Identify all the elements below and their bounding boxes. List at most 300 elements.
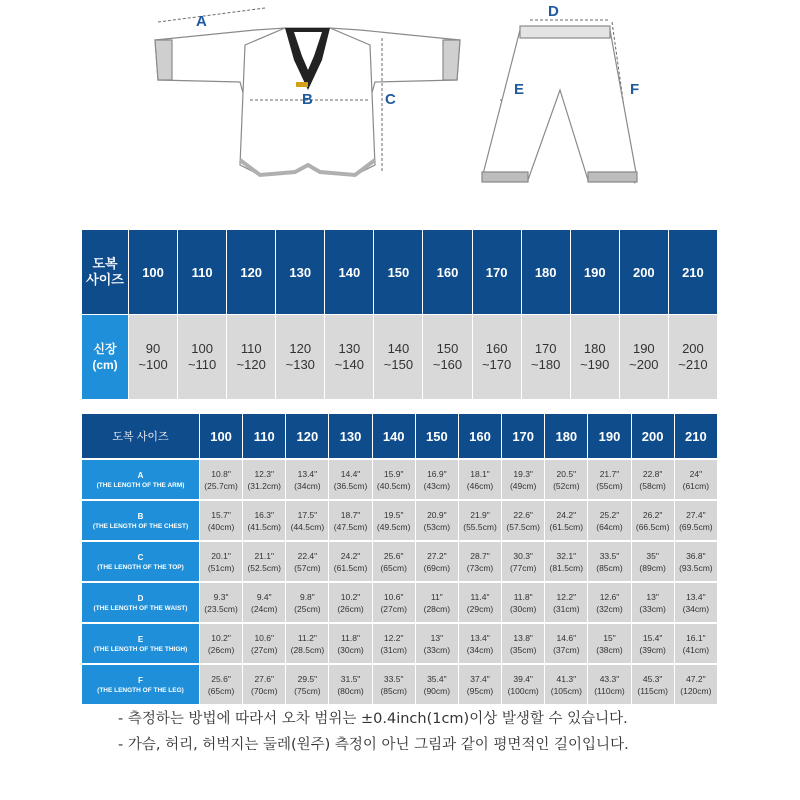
- measurement-cell: [459, 663, 502, 704]
- measurement-cell: [200, 499, 243, 540]
- measurement-cell: [632, 581, 675, 622]
- measurement-cm: (28cm): [423, 603, 451, 614]
- measurement-cm: (110cm): [594, 685, 625, 696]
- measurement-cm: (75cm): [294, 685, 321, 696]
- measurement-inches: 11": [430, 591, 443, 602]
- size-cell: 160: [423, 230, 472, 314]
- measurement-inches: 33.5": [599, 550, 620, 561]
- measurement-cell: [243, 540, 286, 581]
- measurement-cm: (61.5cm): [333, 562, 368, 573]
- measurement-cm: (30cm): [337, 644, 364, 655]
- measurement-inches: 13.8": [513, 632, 533, 643]
- measurement-inches: 12.3": [254, 468, 275, 479]
- measurement-cm: (81.5cm): [549, 562, 584, 573]
- measurement-cell: [373, 540, 416, 581]
- measurement-inches: 29.5": [297, 673, 318, 684]
- measurement-cm: (70cm): [251, 685, 278, 696]
- measurement-inches: 24": [689, 468, 703, 479]
- measurement-cell: [373, 581, 416, 622]
- measurement-letter: B: [137, 511, 144, 521]
- measurement-inches: 15.4": [642, 632, 663, 643]
- measurement-inches: 39.4": [513, 673, 533, 684]
- height-to: ~190: [580, 357, 610, 372]
- measurement-inches: 20.9": [427, 509, 447, 520]
- size-cell: 170: [473, 230, 522, 314]
- measurement-cell: [200, 458, 243, 499]
- measurement-cm: (57cm): [294, 562, 321, 573]
- measurement-cm: (33cm): [423, 644, 451, 655]
- measurement-cm: (90cm): [423, 685, 451, 696]
- measurement-letter: C: [137, 552, 144, 562]
- size-header: [82, 230, 129, 314]
- label-a: A: [196, 13, 207, 30]
- measurement-row: [82, 540, 718, 581]
- measurement-inches: 16.9": [427, 468, 447, 479]
- measurement-inches: 45.3": [642, 673, 663, 684]
- measurement-inches: 21.1": [254, 550, 275, 561]
- measurement-corner-label: 도복 사이즈: [82, 414, 200, 458]
- measurement-inches: 41.3": [556, 673, 577, 684]
- measurement-inches: 10.2": [340, 591, 361, 602]
- measurement-cell: [286, 622, 329, 663]
- height-from: 120: [289, 341, 312, 356]
- note-line: - 측정하는 방법에 따라서 오차 범위는 ±0.4inch(1cm)이상 발생할 수 있습니다.: [118, 711, 628, 727]
- measurement-cell: [329, 581, 372, 622]
- measurement-inches: 11.2": [297, 632, 317, 643]
- size-cell: 120: [227, 230, 276, 314]
- height-cell: [571, 314, 620, 399]
- measurement-cm: (85cm): [380, 685, 407, 696]
- measurement-cm: (41.5cm): [247, 521, 281, 532]
- measurement-cm: (115cm): [637, 685, 668, 696]
- height-header: [82, 314, 129, 399]
- size-cell: 210: [669, 230, 718, 314]
- measurement-inches: 28.7": [470, 550, 490, 561]
- height-to: ~180: [531, 357, 561, 372]
- height-cell: [423, 314, 472, 399]
- height-from: 100: [191, 341, 213, 356]
- measurement-cm: (66.5cm): [635, 521, 670, 532]
- measurement-inches: 13.4": [686, 591, 706, 602]
- measurement-cell: [243, 499, 286, 540]
- measurement-cell: [329, 499, 372, 540]
- measurement-cell: [243, 458, 286, 499]
- measurement-cm: (65cm): [380, 562, 407, 573]
- measurement-letter: D: [137, 593, 144, 603]
- label-e: E: [514, 81, 525, 98]
- height-cell: [473, 314, 522, 399]
- measurement-letter: E: [137, 634, 144, 644]
- height-from: 90: [145, 341, 161, 356]
- measurement-description: (THE LENGTH OF THE THIGH): [93, 645, 188, 653]
- measurement-cm: (38cm): [596, 644, 623, 655]
- measurement-size-cell: 210: [675, 414, 718, 458]
- measurement-cell: [459, 581, 502, 622]
- measurement-inches: 27.2": [427, 550, 447, 561]
- measurement-cm: (65cm): [207, 685, 235, 696]
- pants-drawing: [482, 26, 640, 182]
- measurement-cm: (52.5cm): [247, 562, 281, 573]
- height-from: 170: [534, 341, 557, 356]
- size-cell: 110: [178, 230, 227, 314]
- measurement-cm: (100cm): [507, 685, 539, 696]
- measurement-cm: (28.5cm): [290, 644, 325, 655]
- measurement-cm: (39cm): [639, 644, 666, 655]
- measurement-description: (THE LENGTH OF THE WAIST): [93, 604, 188, 612]
- measurement-description: (THE LENGTH OF THE ARM): [96, 481, 185, 489]
- measurement-cm: (27cm): [251, 644, 278, 655]
- measurement-cell: [632, 540, 675, 581]
- measurement-inches: 27.4": [686, 509, 706, 520]
- measurement-row: [82, 663, 718, 704]
- measurement-cm: (26cm): [207, 644, 235, 655]
- measurement-inches: 11.4": [470, 591, 490, 602]
- measurement-inches: 22.6": [513, 509, 533, 520]
- size-cell: 140: [325, 230, 374, 314]
- measurement-cm: (93.5cm): [679, 562, 713, 573]
- measurement-inches: 22.4": [297, 550, 318, 561]
- size-cell: 100: [129, 230, 178, 314]
- measurement-inches: 24.2": [556, 509, 577, 520]
- measurement-cm: (55cm): [596, 480, 623, 491]
- measurement-cell: [459, 458, 502, 499]
- height-to: ~150: [383, 357, 414, 372]
- measurement-cell: [502, 622, 545, 663]
- measurement-cell: [416, 581, 459, 622]
- measurement-inches: 25.6": [383, 550, 404, 561]
- measurement-inches: 37.4": [470, 673, 490, 684]
- measurement-cell: [545, 663, 588, 704]
- height-to: ~170: [481, 357, 512, 372]
- measurement-cm: (105cm): [550, 685, 582, 696]
- measurement-cm: (43cm): [423, 480, 451, 491]
- measurement-cm: (61cm): [682, 480, 710, 491]
- note-line: - 가슴, 허리, 허벅지는 둘레(원주) 측정이 아닌 그림과 같이 평면적인 길이입니다.: [118, 737, 629, 753]
- measurement-row: [82, 458, 718, 499]
- measurement-size-cell: 140: [373, 414, 416, 458]
- measurement-cm: (31cm): [553, 603, 580, 614]
- measurement-letter: A: [137, 470, 144, 480]
- height-to: ~120: [236, 357, 266, 372]
- measurement-cell: [588, 622, 631, 663]
- measurement-cell: [329, 540, 372, 581]
- height-from: 130: [338, 341, 361, 356]
- measurement-inches: 22.8": [642, 468, 663, 479]
- measurement-inches: 21.9": [470, 509, 490, 520]
- measurement-inches: 25.6": [211, 673, 231, 684]
- measurement-cell: [588, 581, 631, 622]
- measurement-cell: [416, 663, 459, 704]
- height-from: 200: [682, 341, 704, 356]
- measurement-size-cell: 170: [502, 414, 545, 458]
- measurement-inches: 16.1": [686, 632, 706, 643]
- measurement-inches: 35": [646, 550, 659, 561]
- measurement-row: [82, 499, 718, 540]
- height-from: 160: [485, 341, 508, 356]
- measurement-cell: [675, 458, 718, 499]
- measurement-size-cell: 180: [545, 414, 588, 458]
- measurement-row-label: [82, 581, 200, 622]
- measurement-cm: (24cm): [251, 603, 278, 614]
- height-from: 140: [387, 341, 410, 356]
- height-from: 110: [240, 341, 262, 356]
- logo-badge: [296, 82, 308, 87]
- measurement-cm: (31cm): [380, 644, 407, 655]
- measurement-cm: (69cm): [423, 562, 451, 573]
- height-cell: [325, 314, 374, 399]
- height-from: 190: [632, 341, 655, 356]
- measurement-cm: (44.5cm): [290, 521, 325, 532]
- measurement-cell: [416, 622, 459, 663]
- height-to: ~210: [678, 357, 708, 372]
- measurement-cell: [200, 581, 243, 622]
- measurement-cell: [545, 499, 588, 540]
- measurement-cell: [459, 540, 502, 581]
- height-from: 180: [583, 341, 606, 356]
- measurement-cell: [373, 663, 416, 704]
- measurement-inches: 27.6": [254, 673, 275, 684]
- measurement-cell: [675, 622, 718, 663]
- size-cell: 180: [522, 230, 571, 314]
- height-to: ~140: [334, 357, 364, 372]
- measurement-cm: (34cm): [294, 480, 321, 491]
- measurement-cm: (34cm): [682, 603, 710, 614]
- measurement-inches: 15": [603, 632, 616, 643]
- measurement-cell: [502, 663, 545, 704]
- measurement-size-cell: 130: [329, 414, 372, 458]
- notes: [118, 706, 629, 758]
- measurement-inches: 11.8": [513, 591, 533, 602]
- height-cell: [374, 314, 423, 399]
- size-cell: 150: [374, 230, 423, 314]
- measurement-cell: [632, 663, 675, 704]
- measurement-size-cell: 150: [416, 414, 459, 458]
- measurement-inches: 43.3": [599, 673, 620, 684]
- measurement-inches: 32.1": [556, 550, 577, 561]
- height-to: ~130: [285, 357, 315, 372]
- height-cell: [522, 314, 571, 399]
- measurement-cell: [545, 622, 588, 663]
- measurement-cell: [588, 540, 631, 581]
- measurement-cm: (85cm): [596, 562, 623, 573]
- measurement-cell: [286, 499, 329, 540]
- measurement-cell: [286, 458, 329, 499]
- measurement-inches: 16.3": [254, 509, 275, 520]
- measurement-cm: (61.5cm): [549, 521, 584, 532]
- height-cell: [129, 314, 178, 399]
- measurement-table: [82, 414, 718, 704]
- measurement-description: (THE LENGTH OF THE TOP): [97, 563, 184, 571]
- measurement-inches: 19.5": [383, 509, 404, 520]
- measurement-inches: 26.2": [642, 509, 663, 520]
- measurement-cm: (31.2cm): [247, 480, 281, 491]
- measurement-cell: [286, 540, 329, 581]
- height-cell: [178, 314, 227, 399]
- measurement-cm: (77cm): [509, 562, 537, 573]
- measurement-cm: (36.5cm): [333, 480, 368, 491]
- measurement-header-row: [82, 414, 718, 458]
- uniform-illustration: [0, 0, 800, 200]
- measurement-cm: (35cm): [509, 644, 537, 655]
- measurement-description: (THE LENGTH OF THE CHEST): [92, 522, 189, 530]
- measurement-cell: [286, 581, 329, 622]
- measurement-inches: 14.4": [340, 468, 361, 479]
- measurement-cm: (23.5cm): [204, 603, 238, 614]
- measurement-size-cell: 190: [588, 414, 631, 458]
- measurement-cm: (40.5cm): [376, 480, 411, 491]
- measurement-inches: 15.7": [211, 509, 231, 520]
- measurement-cm: (37cm): [553, 644, 580, 655]
- measurement-row-label: [82, 663, 200, 704]
- size-row: [82, 230, 718, 314]
- measurement-cm: (25.7cm): [204, 480, 238, 491]
- measurement-cm: (29cm): [466, 603, 494, 614]
- size-cell: 130: [276, 230, 325, 314]
- measurement-cell: [502, 458, 545, 499]
- measurement-cell: [200, 540, 243, 581]
- measurement-inches: 24.2": [340, 550, 361, 561]
- label-b: B: [302, 91, 313, 108]
- measurement-inches: 13.4": [297, 468, 318, 479]
- measurement-cell: [243, 663, 286, 704]
- measurement-inches: 25.2": [599, 509, 620, 520]
- measurement-cell: [286, 663, 329, 704]
- height-cell: [276, 314, 325, 399]
- measurement-inches: 10.6": [383, 591, 404, 602]
- measurement-cm: (80cm): [337, 685, 364, 696]
- measurement-cell: [588, 458, 631, 499]
- measurement-cell: [545, 581, 588, 622]
- measurement-inches: 31.5": [340, 673, 361, 684]
- measurement-cell: [459, 499, 502, 540]
- measurement-inches: 36.8": [686, 550, 706, 561]
- measurement-letter: F: [138, 675, 143, 685]
- measurement-inches: 10.6": [254, 632, 275, 643]
- height-cell: [620, 314, 669, 399]
- measurement-cell: [632, 499, 675, 540]
- measurement-inches: 11.8": [341, 632, 361, 643]
- measurement-cell: [545, 458, 588, 499]
- measurement-inches: 47.2": [686, 673, 706, 684]
- measurement-row: [82, 622, 718, 663]
- measurement-cm: (49.5cm): [376, 521, 411, 532]
- label-c: C: [385, 91, 396, 108]
- measurement-cell: [200, 622, 243, 663]
- size-cell: 200: [620, 230, 669, 314]
- measurement-inches: 15.9": [383, 468, 404, 479]
- measurement-cm: (34cm): [466, 644, 494, 655]
- height-cell: [227, 314, 276, 399]
- measurement-cell: [632, 458, 675, 499]
- measurement-cell: [373, 499, 416, 540]
- measurement-cell: [329, 663, 372, 704]
- measurement-cell: [416, 499, 459, 540]
- size-height-table: [82, 230, 718, 399]
- measurement-cm: (46cm): [466, 480, 494, 491]
- measurement-cm: (52cm): [553, 480, 580, 491]
- measurement-cell: [545, 540, 588, 581]
- measurement-cell: [675, 540, 718, 581]
- measurement-cm: (95cm): [466, 685, 494, 696]
- measurement-inches: 12.2": [556, 591, 577, 602]
- measurement-inches: 18.1": [470, 468, 490, 479]
- measurement-inches: 14.6": [556, 632, 577, 643]
- measurement-cell: [243, 622, 286, 663]
- height-header-line2: (cm): [92, 358, 118, 372]
- height-to: ~200: [629, 357, 659, 372]
- measurement-inches: 12.2": [383, 632, 404, 643]
- measurement-cm: (30cm): [509, 603, 537, 614]
- measurement-size-cell: 100: [200, 414, 243, 458]
- measurement-inches: 35.4": [427, 673, 447, 684]
- measurement-inches: 33.5": [383, 673, 404, 684]
- measurement-row-label: [82, 622, 200, 663]
- measurement-inches: 17.5": [297, 509, 318, 520]
- size-cell: 190: [571, 230, 620, 314]
- measurement-cm: (120cm): [680, 685, 712, 696]
- height-to: ~160: [432, 357, 463, 372]
- measurement-cell: [329, 458, 372, 499]
- measurement-inches: 19.3": [513, 468, 533, 479]
- measurement-cell: [416, 458, 459, 499]
- measurement-inches: 12.6": [599, 591, 620, 602]
- measurement-cm: (53cm): [423, 521, 451, 532]
- measurement-inches: 9.4": [256, 591, 272, 602]
- measurement-cm: (27cm): [380, 603, 407, 614]
- measurement-row-label: [82, 499, 200, 540]
- measurement-cell: [200, 663, 243, 704]
- measurement-inches: 13": [430, 632, 444, 643]
- measurement-size-cell: 200: [632, 414, 675, 458]
- measurement-cm: (64cm): [596, 521, 623, 532]
- measurement-cell: [243, 581, 286, 622]
- measurement-inches: 30.3": [513, 550, 533, 561]
- measurement-cm: (89cm): [639, 562, 666, 573]
- measurement-cm: (69.5cm): [679, 521, 713, 532]
- measurement-cm: (41cm): [682, 644, 710, 655]
- height-cell: [669, 314, 718, 399]
- measurement-cm: (51cm): [207, 562, 235, 573]
- measurement-cell: [632, 622, 675, 663]
- measurement-cell: [502, 581, 545, 622]
- measurement-cell: [502, 499, 545, 540]
- measurement-cm: (32cm): [596, 603, 623, 614]
- measurement-cell: [588, 499, 631, 540]
- measurement-inches: 9.3": [213, 591, 229, 602]
- height-header-line1: 신장: [93, 342, 117, 356]
- height-row: [82, 314, 718, 399]
- measurement-inches: 18.7": [340, 509, 361, 520]
- measurement-cm: (57.5cm): [506, 521, 540, 532]
- label-d: D: [548, 3, 559, 20]
- measurement-inches: 9.8": [299, 591, 315, 602]
- measurement-inches: 13": [646, 591, 659, 602]
- measurement-cm: (33cm): [639, 603, 666, 614]
- measurement-cell: [502, 540, 545, 581]
- measurement-inches: 10.2": [211, 632, 231, 643]
- measurement-cm: (58cm): [639, 480, 666, 491]
- measurement-inches: 20.5": [556, 468, 577, 479]
- measurement-cm: (26cm): [337, 603, 364, 614]
- measurement-cell: [675, 499, 718, 540]
- measurement-cell: [459, 622, 502, 663]
- measurement-cm: (49cm): [509, 480, 537, 491]
- measurement-cm: (25cm): [294, 603, 321, 614]
- measurement-size-cell: 110: [243, 414, 286, 458]
- height-to: ~100: [138, 357, 168, 372]
- measurement-cell: [416, 540, 459, 581]
- measurement-inches: 10.8": [211, 468, 231, 479]
